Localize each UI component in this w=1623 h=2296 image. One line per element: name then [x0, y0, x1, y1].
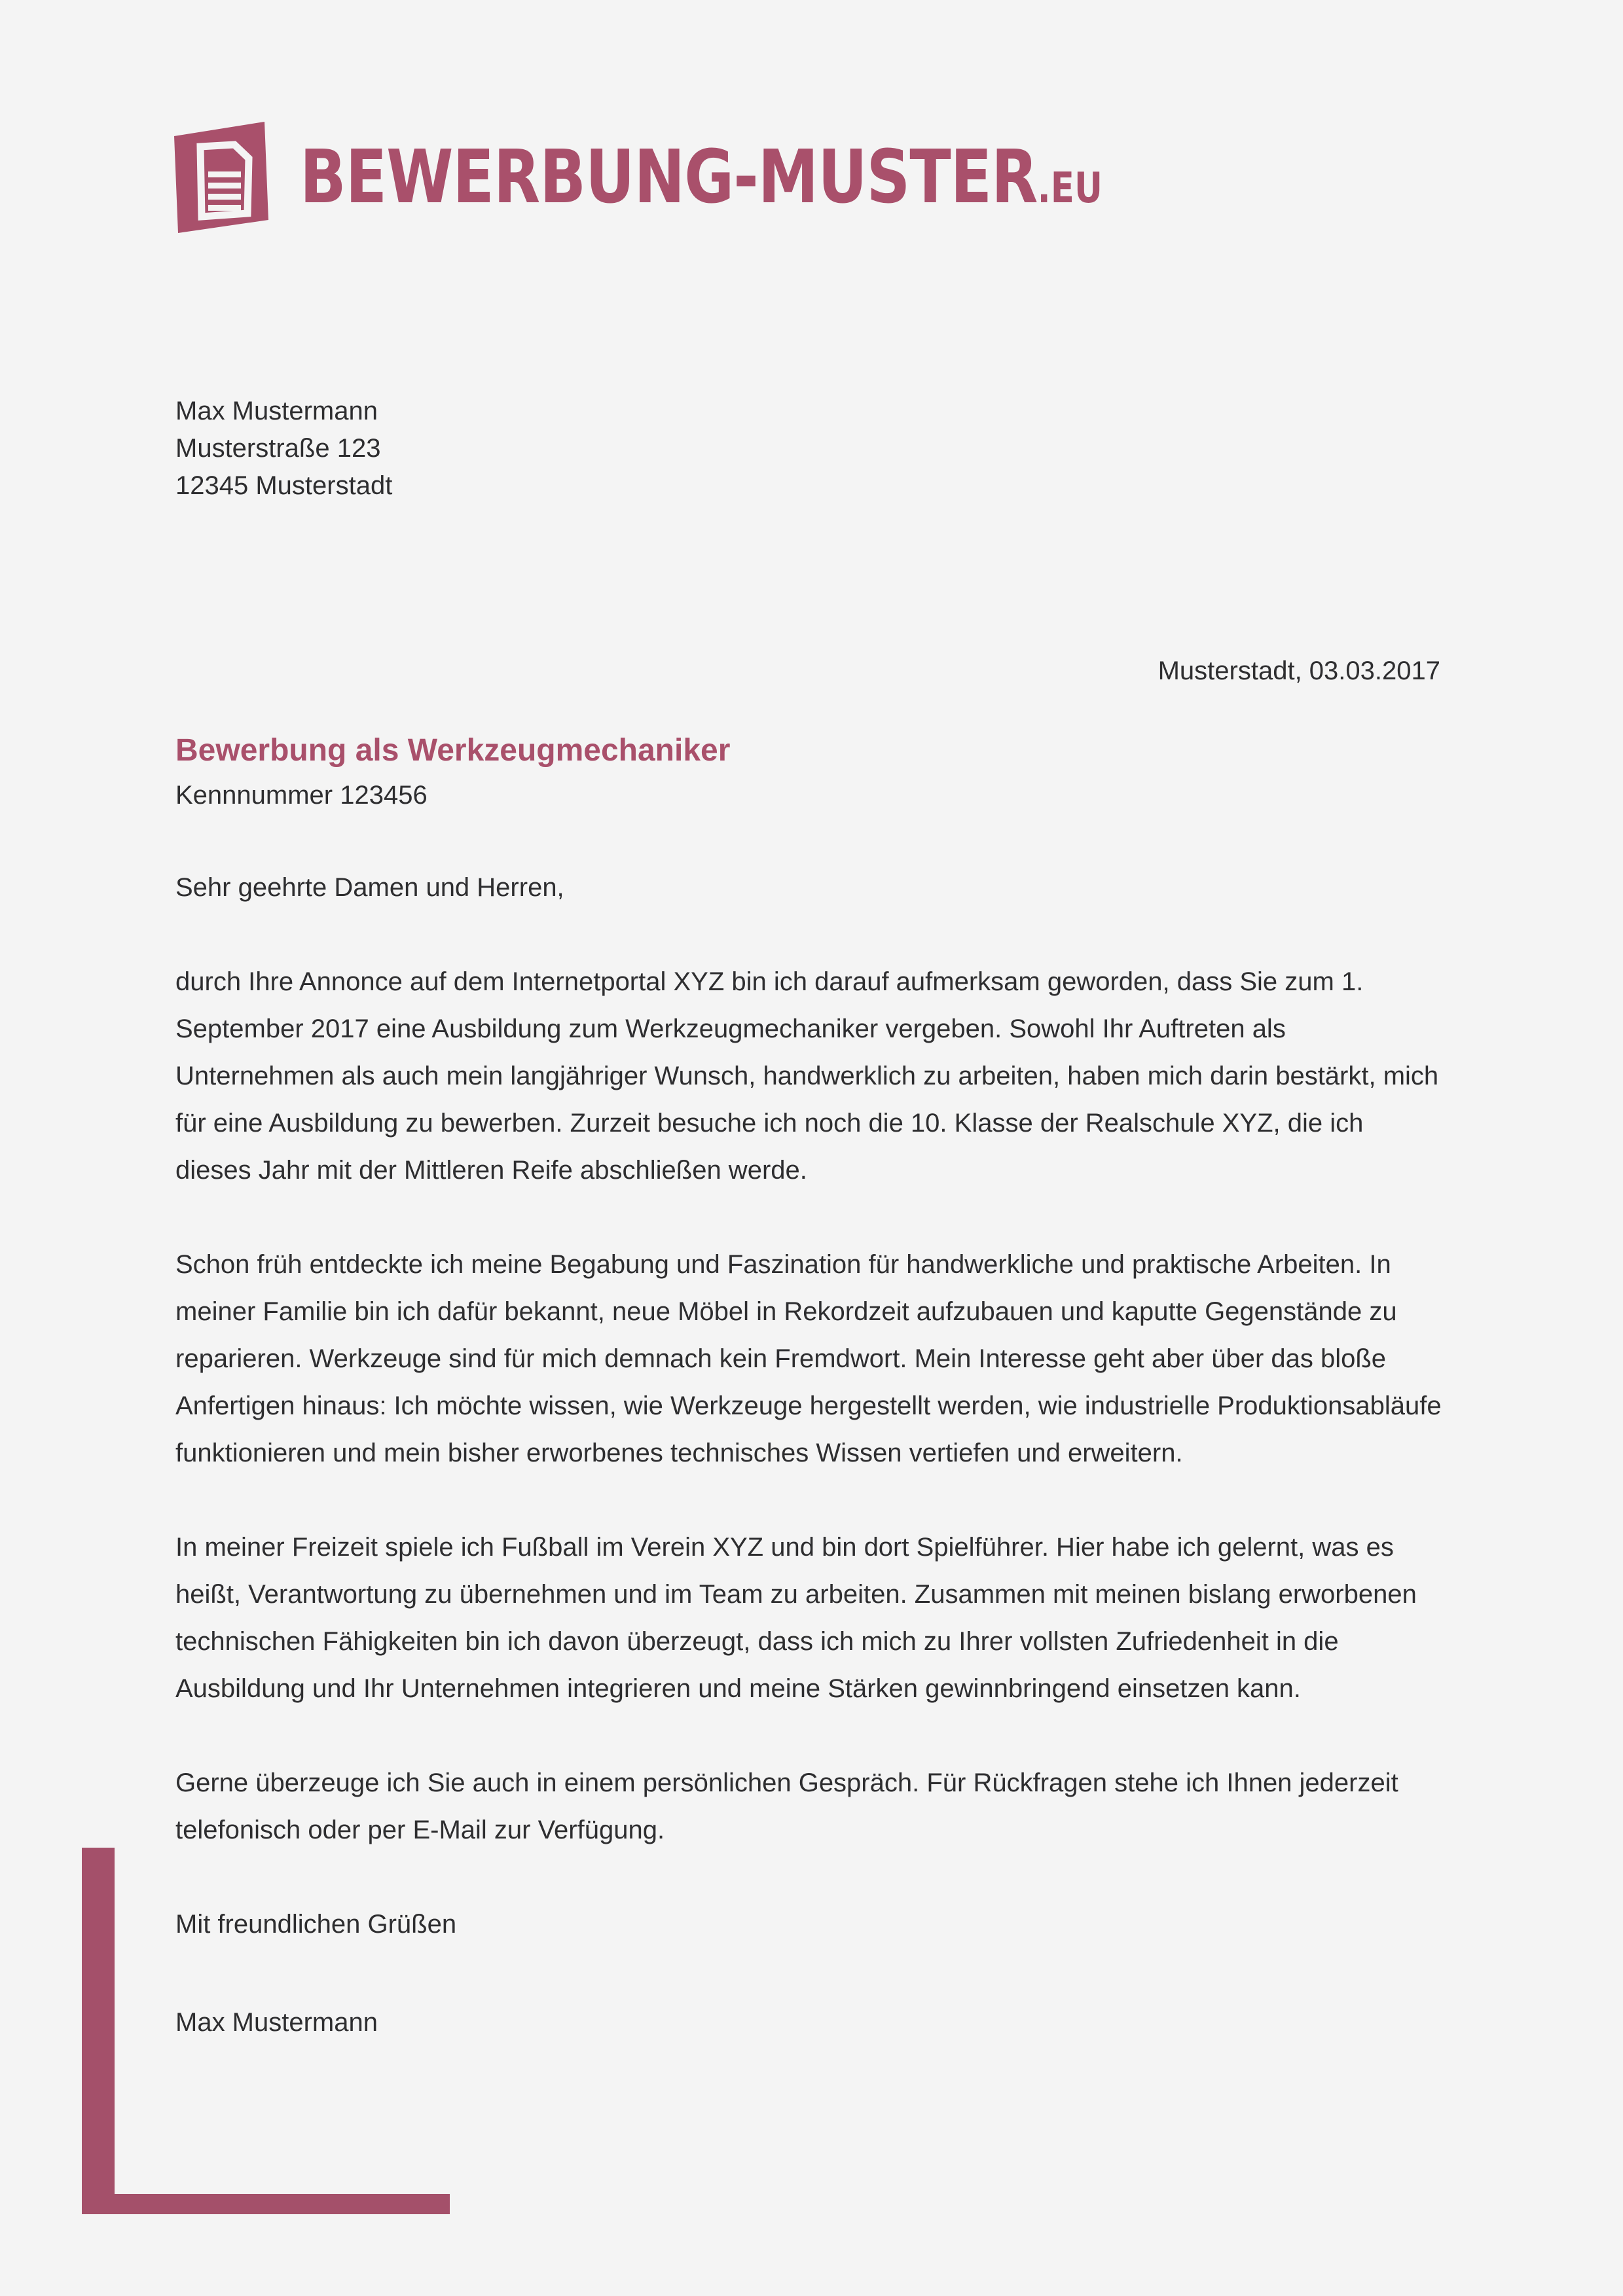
corner-accent-horizontal-bar	[82, 2194, 450, 2214]
signature-name: Max Mustermann	[175, 2008, 378, 2037]
brand-wordmark	[300, 135, 1103, 220]
paragraph-4: Gerne überzeuge ich Sie auch in einem persönlichen Gespräch. Für Rückfragen stehe ich Ihnen jederzeit telefonisch oder per E-Mail zur Verfügung.	[175, 1768, 1398, 1844]
corner-accent-vertical-bar	[82, 1848, 115, 2214]
paragraph-3: In meiner Freizeit spiele ich Fußball im Verein XYZ und bin dort Spielführer. Hier habe ich gelernt, was es heißt, Verantwortung zu übernehmen und im Team zu arbeiten. Zusammen mit meinen bislang erworbenen technischen Fähigkeiten bin ich davon überzeugt, dass ich mich zu Ihrer vollsten Zufriedenheit in die Ausbildung und Ihr Unternehmen integrieren und meine Stärken gewinnbringend einsetzen kann.	[175, 1533, 1417, 1703]
brand-tld: .EU	[1037, 164, 1103, 213]
reference-number: Kennnummer 123456	[175, 781, 428, 810]
place-and-date: Musterstadt, 03.03.2017	[1158, 656, 1440, 685]
paragraph-1: durch Ihre Annonce auf dem Internetportal XYZ bin ich darauf aufmerksam geworden, dass Sie zum 1. September 2017 eine Ausbildung zum Werkzeugmechaniker vergeben. Sowohl Ihr Auftreten als Unternehmen als auch mein langjähriger Wunsch, handwerklich zu arbeiten, haben mich darin bestärkt, mich für eine Ausbildung zu bewerben. Zurzeit besuche ich noch die 10. Klasse der Realschule XYZ, die ich dieses Jahr mit der Mittleren Reife abschließen werde.	[175, 967, 1439, 1185]
brand-name: BEWERBUNG-MUSTER	[300, 135, 1038, 220]
closing-line: Mit freundlichen Grüßen	[175, 1910, 457, 1939]
document-page-icon	[172, 122, 268, 233]
salutation: Sehr geehrte Damen und Herren,	[175, 873, 564, 902]
sender-address-block	[175, 393, 392, 505]
brand-logo	[172, 115, 1173, 240]
sender-street: Musterstraße 123	[175, 434, 381, 463]
letter-body	[175, 864, 1446, 2046]
sender-city: 12345 Musterstadt	[175, 471, 393, 500]
paragraph-2: Schon früh entdeckte ich meine Begabung und Faszination für handwerkliche und praktische Arbeiten. In meiner Familie bin ich dafür bekannt, neue Möbel in Rekordzeit aufzubauen und kaputte Gegenstände zu reparieren. Werkzeuge sind für mich demnach kein Fremdwort. Mein Interesse geht aber über das bloße Anfertigen hinaus: Ich möchte wissen, wie Werkzeuge hergestellt werden, wie industrielle Produktionsabläufe funktionieren und mein bisher erworbenes technisches Wissen vertiefen und erweitern.	[175, 1250, 1442, 1467]
sender-name: Max Mustermann	[175, 397, 378, 425]
subject-heading: Bewerbung als Werkzeugmechaniker	[175, 733, 731, 768]
